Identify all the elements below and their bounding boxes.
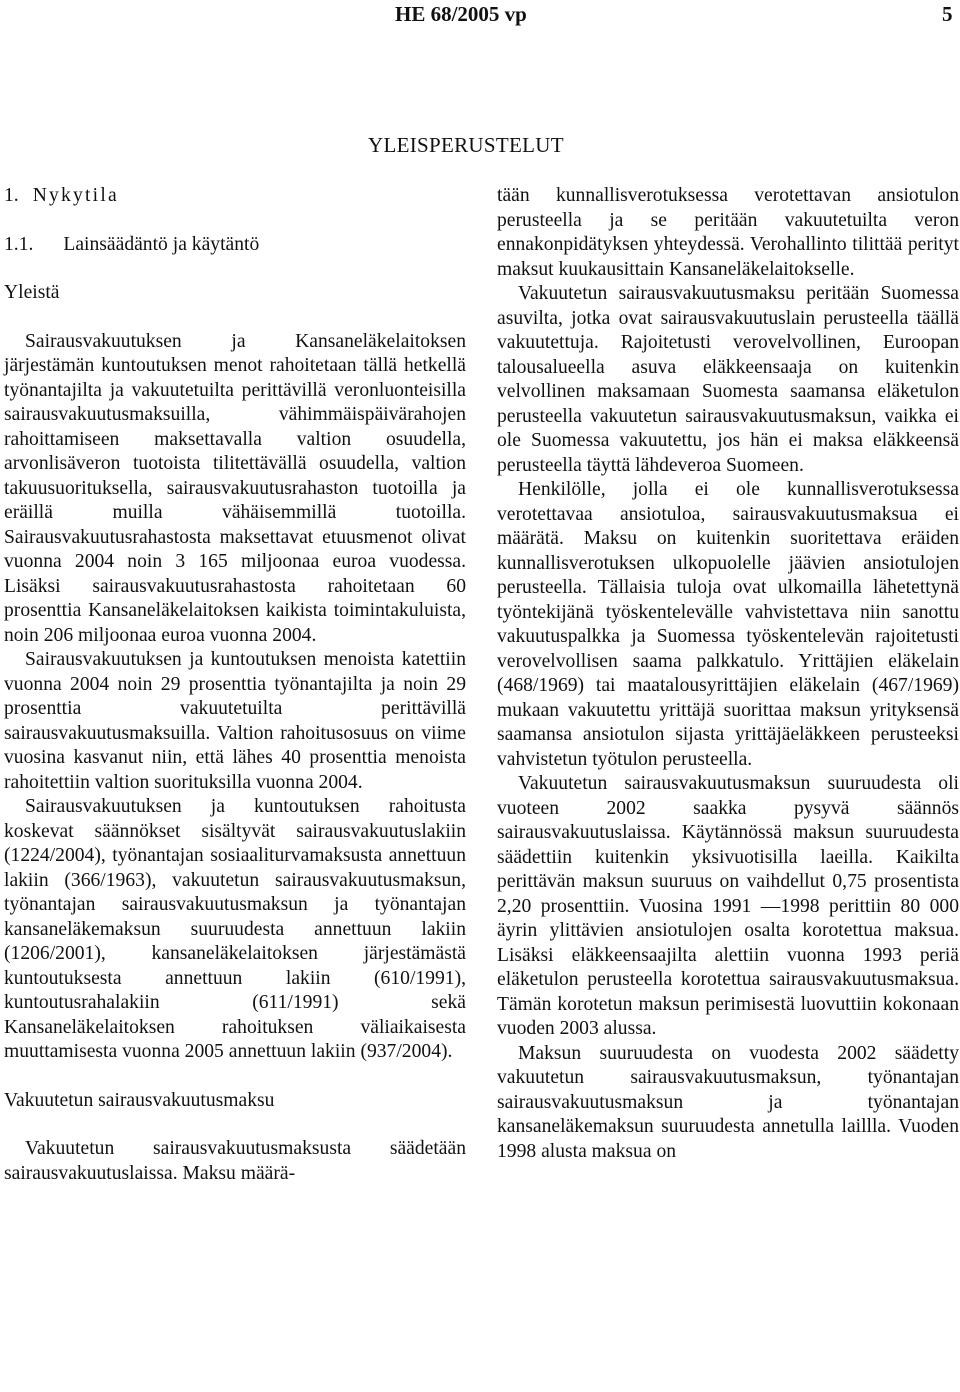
main-title: YLEISPERUSTELUT: [368, 133, 564, 157]
paragraph: Sairausvakuutuksen ja Kansaneläkelaitoksen järjestämän kuntoutuksen menot rahoitetaan tällä hetkellä työnantajilta ja vakuutetuilta perittävillä veronluonteisilla sairausvakuutusmaksuilla, vähimmäispäivärahojen rahoittamiseen maksettavalla valtion osuudella, arvonlisäveron tuotoista tilitettävällä osuudella, valtion takuusuorituksella, sairausvakuutusrahaston tuotoilla ja eräillä muilla vähäisemmillä tuotoilla. Sairausvakuutusrahastosta maksettavat etuusmenot olivat vuonna 2004 noin 3 165 miljoonaa euroa vuodessa. Lisäksi sairausvakuutusrahastosta rahoitetaan 60 prosenttia Kansaneläkelaitoksen kaikista toimintakuluista, noin 206 miljoonaa euroa vuonna 2004.: [4, 330, 466, 646]
paragraph: Vakuutetun sairausvakuutusmaksusta säädetään sairausvakuutuslaissa. Maksu määrä-: [4, 1138, 466, 1184]
left-column: [4, 184, 466, 1186]
page-number: 5: [942, 2, 953, 26]
paragraph: Henkilölle, jolla ei ole kunnallisverotuksessa verotettavaa ansiotuloa, sairausvakuutusmaksua ei määrätä. Maksu on kuitenkin suoritettava eräiden kunnallisverotuksen ulkopuolelle jäävien ansiotulojen perusteella. Tällaisia tuloja ovat ulkomailla lähetettynä työntekijänä työskentelevälle vahvistettava niin sanottu vakuutuspalkka ja Suomessa työskentelevän rajoitetusti verovelvollisen saama palkkatulo. Yrittäjien eläkelain (468/1969) tai maatalousyrittäjien eläkelain (467/1969) mukaan vakuutettu yrittäjä suorittaa maksun yrityksensä saamansa ansiotulon sijasta yrittäjäeläkkeen perusteeksi vahvistetun työtulon perusteella.: [497, 479, 959, 770]
section-heading: [4, 184, 466, 209]
page-header: [0, 2, 960, 28]
heading-yleista: Yleistä: [4, 282, 60, 303]
paragraph: tään kunnallisverotuksessa verotettavan ansiotulon perusteella ja se peritään vakuutetuilta veron ennakonpidätyksen yhteydessä. Verohallinto tilittää perityt maksut kuukausittain Kansaneläkelaitokselle.: [497, 185, 959, 280]
subsection-number: 1.1.: [4, 233, 34, 255]
paragraph: Sairausvakuutuksen ja kuntoutuksen rahoitusta koskevat säännökset sisältyvät sairausvakuutuslakiin (1224/2004), työnantajan sosiaaliturvamaksusta annettuun lakiin (366/1963), vakuutetun sairausvakuutusmaksun, työnantajan sairausvakuutusmaksun ja työnantajan kansaneläkemaksun suuruudesta annettuun lakiin (1206/2001), kansaneläkelaitoksen järjestämästä kuntoutuksesta annettuun lakiin (610/1991), kuntoutusrahalakiin (611/1991) sekä Kansaneläkelaitoksen rahoituksen väliaikaisesta muuttamisesta vuonna 2005 annettuun lakiin (937/2004).: [4, 796, 466, 1062]
section-number: 1.: [4, 185, 19, 206]
subsection-heading: [4, 233, 466, 258]
paragraph: Vakuutetun sairausvakuutusmaksu peritään Suomessa asuvilta, jotka ovat sairausvakuutuslain perusteella täällä vakuutettuja. Rajoitetusti verovelvollinen, Euroopan talousalueella asuva eläkkeensaaja on kuitenkin velvollinen maksamaan Suomesta saamansa eläketulon perusteella vakuutetun sairausvakuutusmaksun, vaikka ei ole Suomessa vakuutettu, jos hän ei maksa eläkkeensä perusteella täyttä lähdeveroa Suomeen.: [497, 283, 959, 476]
paragraph: Vakuutetun sairausvakuutusmaksun suuruudesta oli vuoteen 2002 saakka pysyvä säännös sairausvakuutuslaissa. Käytännössä maksun suuruudesta säädettiin kuitenkin yksivuotisilla laeilla. Kaikilta perittävän maksun suuruus on vaihdellut 0,75 prosentista 2,20 prosenttiin. Vuosina 1991 —1998 perittiin 80 000 äyrin ylittävien ansiotulojen osalta korotettua maksua. Lisäksi eläkkeensaajilta alettiin vuonna 1993 periä eläketulon perusteella korotettua sairausvakuutusmaksua. Tämän korotetun maksun perimisestä luovuttiin kokonaan vuoden 2003 alussa.: [497, 773, 959, 1039]
heading-vakuutetun-maksu: Vakuutetun sairausvakuutusmaksu: [4, 1089, 275, 1111]
section-title: Nykytila: [32, 185, 119, 206]
paragraph: Sairausvakuutuksen ja kuntoutuksen menoista katettiin vuonna 2004 noin 29 prosenttia työnantajilta ja noin 29 prosenttia vakuutetuilta perittävillä sairausvakuutusmaksuilla. Valtion rahoitusosuus on viime vuosina kasvanut niin, että lähes 40 prosenttia menoista rahoitettiin valtion suorituksilla vuonna 2004.: [4, 649, 466, 793]
right-column: [497, 184, 959, 1164]
subsection-title: Lainsäädäntö ja käytäntö: [63, 233, 260, 255]
paragraph: Maksun suuruudesta on vuodesta 2002 säädetty vakuutetun sairausvakuutusmaksun, työnantajan sairausvakuutusmaksun ja työnantajan kansaneläkemaksun suuruudesta annetulla laillla. Vuoden 1998 alusta maksua on: [497, 1042, 959, 1162]
document-id: HE 68/2005 vp: [395, 2, 527, 26]
